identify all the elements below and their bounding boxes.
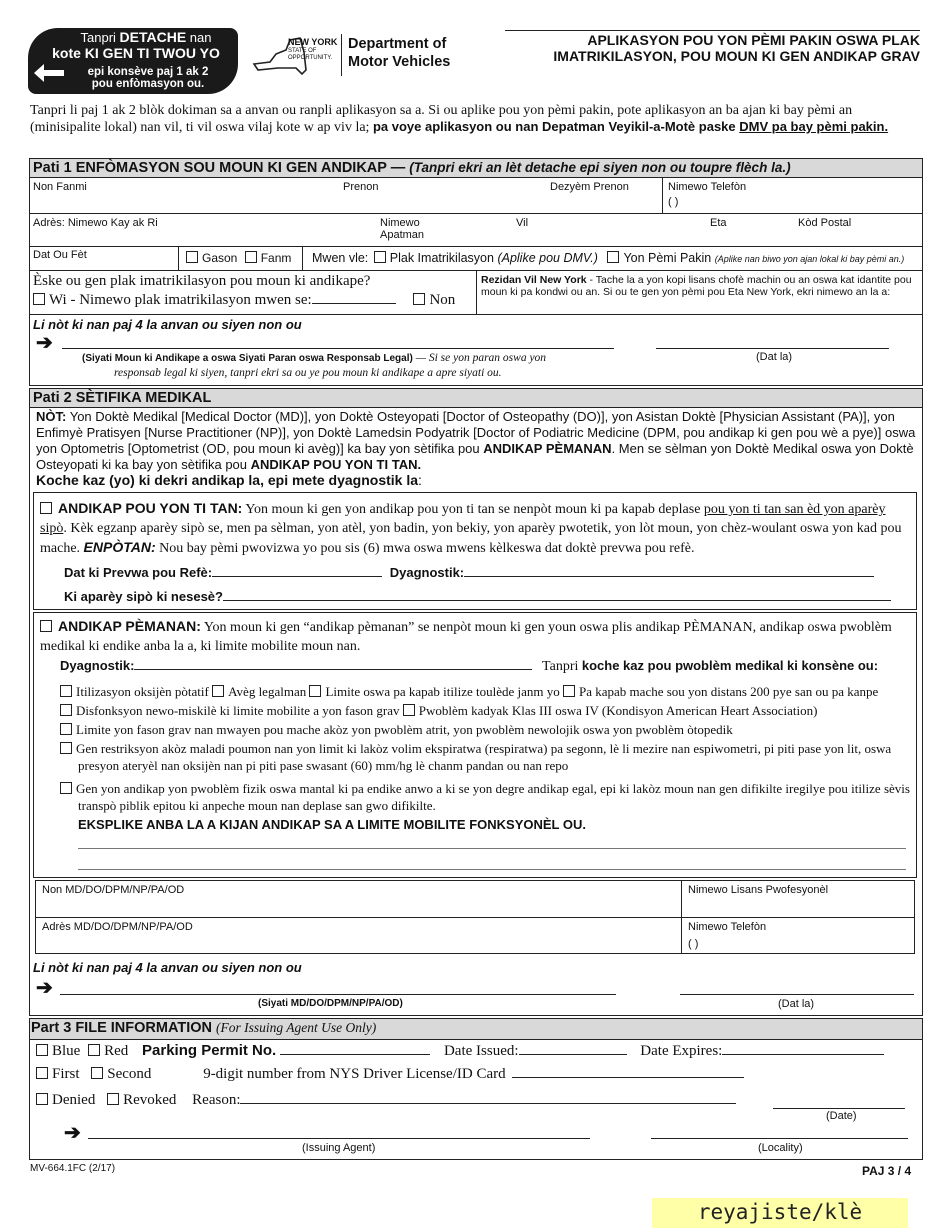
- oxygen-checkbox[interactable]: [60, 685, 72, 697]
- neuro-checkbox[interactable]: [60, 704, 72, 716]
- date-expires-label: Date Expires:: [640, 1043, 723, 1059]
- dmv-logo: [248, 32, 473, 80]
- date-expires-field[interactable]: [722, 1054, 884, 1055]
- detach-badge: [28, 28, 238, 94]
- part3-date-line[interactable]: [773, 1108, 905, 1109]
- part3-header: [29, 1018, 922, 1040]
- female-checkbox[interactable]: [245, 251, 257, 263]
- male-checkbox[interactable]: [186, 251, 198, 263]
- badge-text-a: Tanpri: [80, 30, 120, 45]
- device-row: [64, 589, 891, 604]
- nine-digit-label: 9-digit number from NYS Driver License/ID Card: [203, 1066, 506, 1082]
- page-title-line2: IMATRIKILASYON, POU MOUN KI GEN ANDIKAP GRAV: [553, 48, 920, 64]
- address-label: Adrès: Nimewo Kay ak Ri: [33, 217, 158, 229]
- has-plate-no-checkbox[interactable]: [413, 293, 425, 305]
- plate-checkbox[interactable]: [374, 251, 386, 263]
- part2-signature-line[interactable]: [60, 994, 616, 995]
- part2-date-caption: (Dat la): [778, 998, 815, 1010]
- stamp-box: [652, 1198, 908, 1228]
- first-name-label: Prenon: [343, 181, 379, 193]
- revoked-checkbox[interactable]: [107, 1093, 119, 1105]
- condition-lung: Gen restriksyon akòz maladi poumon nan yon limit ki lakòz volim ekspiratwa (respiratwa) pa segonn, lè li mezire nan espiwometri, pi piti pase yon lit, oswa presyon ateryèl nan oksijèn nan pi piti pase swasant (60) mm/hg lè chanm pandan ou nan repo: [76, 741, 892, 773]
- reason-field[interactable]: [240, 1103, 736, 1104]
- device-label: Ki aparèy sipò ki nesesè?: [64, 589, 223, 604]
- perm-diagnosis-row: Dyagnostik: Tanpri koche kaz pou pwoblèm medikal ki konsène ou:: [60, 658, 879, 674]
- part2-note: NÒT: Yon Doktè Medikal [Medical Doctor (MD)], yon Doktè Osteyopati [Doctor of Osteopathy (DO)], yon Asistan Doktè [Physician Assistant (PA)], yon Enfimyè Pratisyen [Nurse Practitioner (NP)], yon Doktè Lamedsin Podyatrik [Doctor of Podiatric Medicine (DPM, pou andikap ki gen pou wè a pye)] oswa yon Optometris [Optometrist (OD, pou moun ki avèg)] ka bay yon sètifika pou ANDIKAP PÈMANAN. Men se sèlman yon Doktè Medikal oswa yon Doktè Osteyopati ki ka bay yon sètifika pou ANDIKAP POU YON TI TAN.: [36, 409, 916, 472]
- page-number: PAJ 3 / 4: [862, 1164, 912, 1178]
- blind-checkbox[interactable]: [212, 685, 224, 697]
- explain-instruction: EKSPLIKE ANBA LA A KIJAN ANDIKAP SA A LIMITE MOBILITE FONKSYONÈL OU.: [78, 817, 586, 832]
- nine-digit-field[interactable]: [512, 1077, 744, 1078]
- part1-read-note: Li nòt ki nan paj 4 la anvan ou siyen non ou: [33, 317, 302, 332]
- has-plate-question: Èske ou gen plak imatrikilasyon pou moun ki andikape?: [33, 273, 371, 289]
- zip-label: Kòd Postal: [798, 217, 852, 229]
- has-plate-no-label: Non: [429, 292, 456, 308]
- denied-row: Denied Revoked Reason:: [36, 1092, 736, 1109]
- date-issued-label: Date Issued:: [443, 1043, 519, 1059]
- city-label: Vil: [516, 217, 529, 229]
- check-instruction: Koche kaz (yo) ki dekri andikap la, epi mete dyagnostik la:: [36, 472, 422, 488]
- phone-parens: ( ): [668, 196, 679, 208]
- middle-name-label: Dezyèm Prenon: [550, 181, 629, 193]
- badge-text-b: DETACHE: [119, 29, 187, 45]
- provider-license-label: Nimewo Lisans Pwofesyonèl: [688, 884, 829, 896]
- condition-legs: Limite oswa pa kapab itilize toulède janm yo: [325, 684, 560, 699]
- recovery-row: [64, 565, 874, 580]
- device-field[interactable]: [223, 600, 891, 601]
- first-second-row: First Second 9-digit number from NYS Driver License/ID Card: [36, 1066, 744, 1083]
- locality-line[interactable]: [651, 1138, 908, 1139]
- issuing-agent-caption: (Issuing Agent): [302, 1142, 376, 1154]
- reason-label: Reason:: [192, 1092, 241, 1108]
- legs-checkbox[interactable]: [309, 685, 321, 697]
- part2-header: [29, 388, 922, 408]
- condition-walk: Pa kapab mache sou yon distans 200 pye san ou pa kanpe: [579, 684, 879, 699]
- perm-diagnosis-label: Dyagnostik:: [60, 658, 135, 673]
- page-title: [480, 32, 920, 64]
- want-permit: Yon Pèmi Pakin: [623, 251, 715, 265]
- lung-checkbox[interactable]: [60, 742, 72, 754]
- cardiac-checkbox[interactable]: [403, 704, 415, 716]
- blue-checkbox[interactable]: [36, 1044, 48, 1056]
- part2-signature-caption: (Siyati MD/DO/DPM/NP/PA/OD): [258, 998, 403, 1009]
- second-checkbox[interactable]: [91, 1067, 103, 1079]
- logo-state-1: NEW YORK: [288, 37, 338, 47]
- condition-neuro: Disfonksyon newo-miskilè ki limite mobilite a yon fason grav: [76, 703, 400, 718]
- provider-box: [35, 880, 915, 954]
- temporary-text: ANDIKAP POU YON TI TAN: Yon moun ki gen yon andikap pou yon ti tan se nenpòt moun ki pa kapab deplase pou yon ti tan san èd yon aparèy sipò. Kèk egzanp aparèy sipò se, men pa sèlman, yon atèl, yon badin, yon bekiy, yon aparèy pwotetik, yon lòt moun, yon chèz-woulant oswa yon kad pou mache. ENPÒTAN: Nou bay pèmi pwovizwa yo pou sis (6) mwa oswa mwens kèlkeswa dat doktè prevwa pou refè.: [40, 500, 902, 556]
- plate-number-field[interactable]: [312, 303, 396, 304]
- logo-dept-1: Department of: [348, 36, 447, 52]
- part1-signature-line[interactable]: [62, 348, 614, 349]
- locality-caption: (Locality): [758, 1142, 803, 1154]
- logo-dept-2: Motor Vehicles: [348, 54, 451, 70]
- phone-label: Nimewo Telefòn: [668, 181, 747, 193]
- part1-header: [29, 158, 922, 178]
- temp-diagnosis-field[interactable]: [464, 576, 874, 577]
- part1-date-caption: (Dat la): [756, 351, 793, 363]
- state-label: Eta: [710, 217, 727, 229]
- nyc-resident-note: Rezidan Vil New York - Tache la a yon kopi lisans chofè machin ou an oswa kat idantite pou moun ki pa kondwi ou an. Si ou te gen yon pèmi pou Eta New York, ekri nimewo an la a:: [481, 274, 912, 298]
- condition-cardiac: Pwoblèm kadyak Klas III oswa IV (Kondisyon American Heart Association): [418, 703, 818, 718]
- recovery-field[interactable]: [212, 576, 382, 577]
- denied-checkbox[interactable]: [36, 1093, 48, 1105]
- want-options: [312, 251, 904, 265]
- provider-phone-label: Nimewo Telefòn: [688, 921, 767, 933]
- perm-diagnosis-field[interactable]: [134, 669, 532, 670]
- explain-line-1[interactable]: [78, 848, 906, 849]
- date-issued-field[interactable]: [519, 1054, 627, 1055]
- has-plate-yes-label: Wi - Nimewo plak imatrikilasyon mwen se:: [49, 292, 312, 308]
- part3-title: Part 3 FILE INFORMATION (For Issuing Agent Use Only): [31, 1020, 377, 1036]
- intro-paragraph: [30, 103, 922, 136]
- agent-signature-line[interactable]: [88, 1138, 590, 1139]
- arrow-icon: ➔: [36, 332, 53, 354]
- condition-list: [60, 683, 916, 814]
- form-id: MV-664.1FC (2/17): [30, 1163, 116, 1174]
- provider-phone-parens: ( ): [688, 938, 699, 950]
- want-plate: Plak Imatrikilasyon: [389, 251, 498, 265]
- male-label: Gason: [202, 251, 238, 265]
- logo-state-3: OPPORTUNITY.: [288, 55, 333, 61]
- part1-title: Pati 1 ENFÒMASYON SOU MOUN KI GEN ANDIKAP — (Tanpri ekri an lèt detache epi siyen non ou toupre flèch la.): [33, 160, 791, 176]
- explain-line-2[interactable]: [78, 869, 906, 870]
- return-arrow-icon: [32, 62, 66, 84]
- other-checkbox[interactable]: [60, 782, 72, 794]
- condition-arthritis: Limite yon fason grav nan mwayen pou mache akòz yon pwoblèm atrit, yon pwoblèm newolojik oswa yon pwoblèm òtopedik: [76, 722, 733, 737]
- permanent-disability-box: [33, 612, 917, 878]
- condition-oxygen: Itilizasyon oksijèn pòtatif: [76, 684, 209, 699]
- red-checkbox[interactable]: [88, 1044, 100, 1056]
- part1-signature-caption: (Siyati Moun ki Andikape a oswa Siyati Paran oswa Responsab Legal) — Si se yon paran oswa yon responsab legal ki siyen, tanpri ekri sa ou ye pou moun ki andikape a apre siyati ou.: [82, 352, 547, 379]
- stamp-text: reyajiste/klè: [697, 1200, 863, 1224]
- apartment-label: Nimewo Apatman: [380, 217, 425, 241]
- condition-other: Gen yon andikap yon pwoblèm fizik oswa mantal ki pa endike anwo a ki se yon degre andikap egal, epi ki lakòz moun nan gen difikilte iregilye pou itilize sèvis transpò piblik epitou ki anpeche moun nan deplase san gwo difikilte.: [76, 781, 910, 813]
- want-permit-note: (Aplike nan biwo yon ajan lokal ki bay pèmi an.): [714, 254, 905, 264]
- walk-checkbox[interactable]: [563, 685, 575, 697]
- part2-read-note: Li nòt ki nan paj 4 la anvan ou siyen non ou: [33, 960, 302, 975]
- permit-row: Blue Red Parking Permit No. Date Issued: Date Expires:: [36, 1042, 884, 1060]
- intro-bold: pa voye aplikasyon ou nan Depatman Veyikil-a-Motè paske: [372, 119, 740, 134]
- permit-checkbox[interactable]: [607, 251, 619, 263]
- temporary-checkbox[interactable]: [40, 502, 52, 514]
- permit-no-label: Parking Permit No.: [142, 1042, 277, 1059]
- permit-no-field[interactable]: [280, 1054, 430, 1055]
- has-plate-options: [33, 292, 455, 309]
- temporary-disability-box: [33, 492, 917, 610]
- badge-text-c: nan: [186, 30, 212, 45]
- dob-label: Dat Ou Fèt: [33, 249, 87, 261]
- first-checkbox[interactable]: [36, 1067, 48, 1079]
- want-plate-note: (Aplike pou DMV.): [497, 251, 598, 265]
- want-label: Mwen vle:: [312, 251, 369, 265]
- arthritis-checkbox[interactable]: [60, 723, 72, 735]
- logo-state-2: STATE OF: [288, 48, 317, 54]
- permanent-checkbox[interactable]: [40, 620, 52, 632]
- badge-line2: kote KI GEN TI TWOU YO: [52, 45, 220, 61]
- provider-name-label: Non MD/DO/DPM/NP/PA/OD: [42, 884, 185, 896]
- last-name-label: Non Fanmi: [33, 181, 87, 193]
- arrow-icon-2: ➔: [36, 977, 53, 999]
- gender-options: [186, 251, 291, 265]
- condition-blind: Avèg legalman: [228, 684, 307, 699]
- recovery-label: Dat ki Prevwa pou Refè:: [64, 565, 213, 580]
- intro-text: Tanpri li paj 1 ak 2 blòk dokiman sa a anvan ou ranpli aplikasyon sa a. Si ou aplike pou yon pèmi pakin, pote aplikasyon an ba ajan ki bay pèmi an (minisipalite lokal) nan vil, ti vil oswa vilaj kote w ap viv la;: [30, 103, 853, 135]
- permanent-text: ANDIKAP PÈMANAN: Yon moun ki gen “andikap pèmanan” se nenpòt moun ki gen youn oswa plis andikap PÈMANAN, andikap oswa pwoblèm medikal ki endike anba la a, ki limite mobilite moun nan.: [40, 618, 892, 654]
- has-plate-yes-checkbox[interactable]: [33, 293, 45, 305]
- badge-line3: epi konsève paj 1 ak 2: [87, 66, 209, 78]
- female-label: Fanm: [260, 251, 292, 265]
- temp-diagnosis-label: Dyagnostik:: [389, 565, 465, 580]
- intro-underline: DMV pa bay pèmi pakin.: [739, 119, 889, 134]
- part2-title: Pati 2 SÈTIFIKA MEDIKAL: [33, 390, 212, 406]
- provider-address-label: Adrès MD/DO/DPM/NP/PA/OD: [42, 921, 193, 933]
- badge-line4: pou enfòmasyon ou.: [91, 78, 205, 90]
- part2-date-line[interactable]: [680, 994, 914, 995]
- part1-date-line[interactable]: [656, 348, 889, 349]
- part3-date-caption: (Date): [826, 1110, 857, 1122]
- page-title-line1: APLIKASYON POU YON PÈMI PAKIN OSWA PLAK: [587, 32, 920, 48]
- arrow-icon-3: ➔: [64, 1122, 81, 1144]
